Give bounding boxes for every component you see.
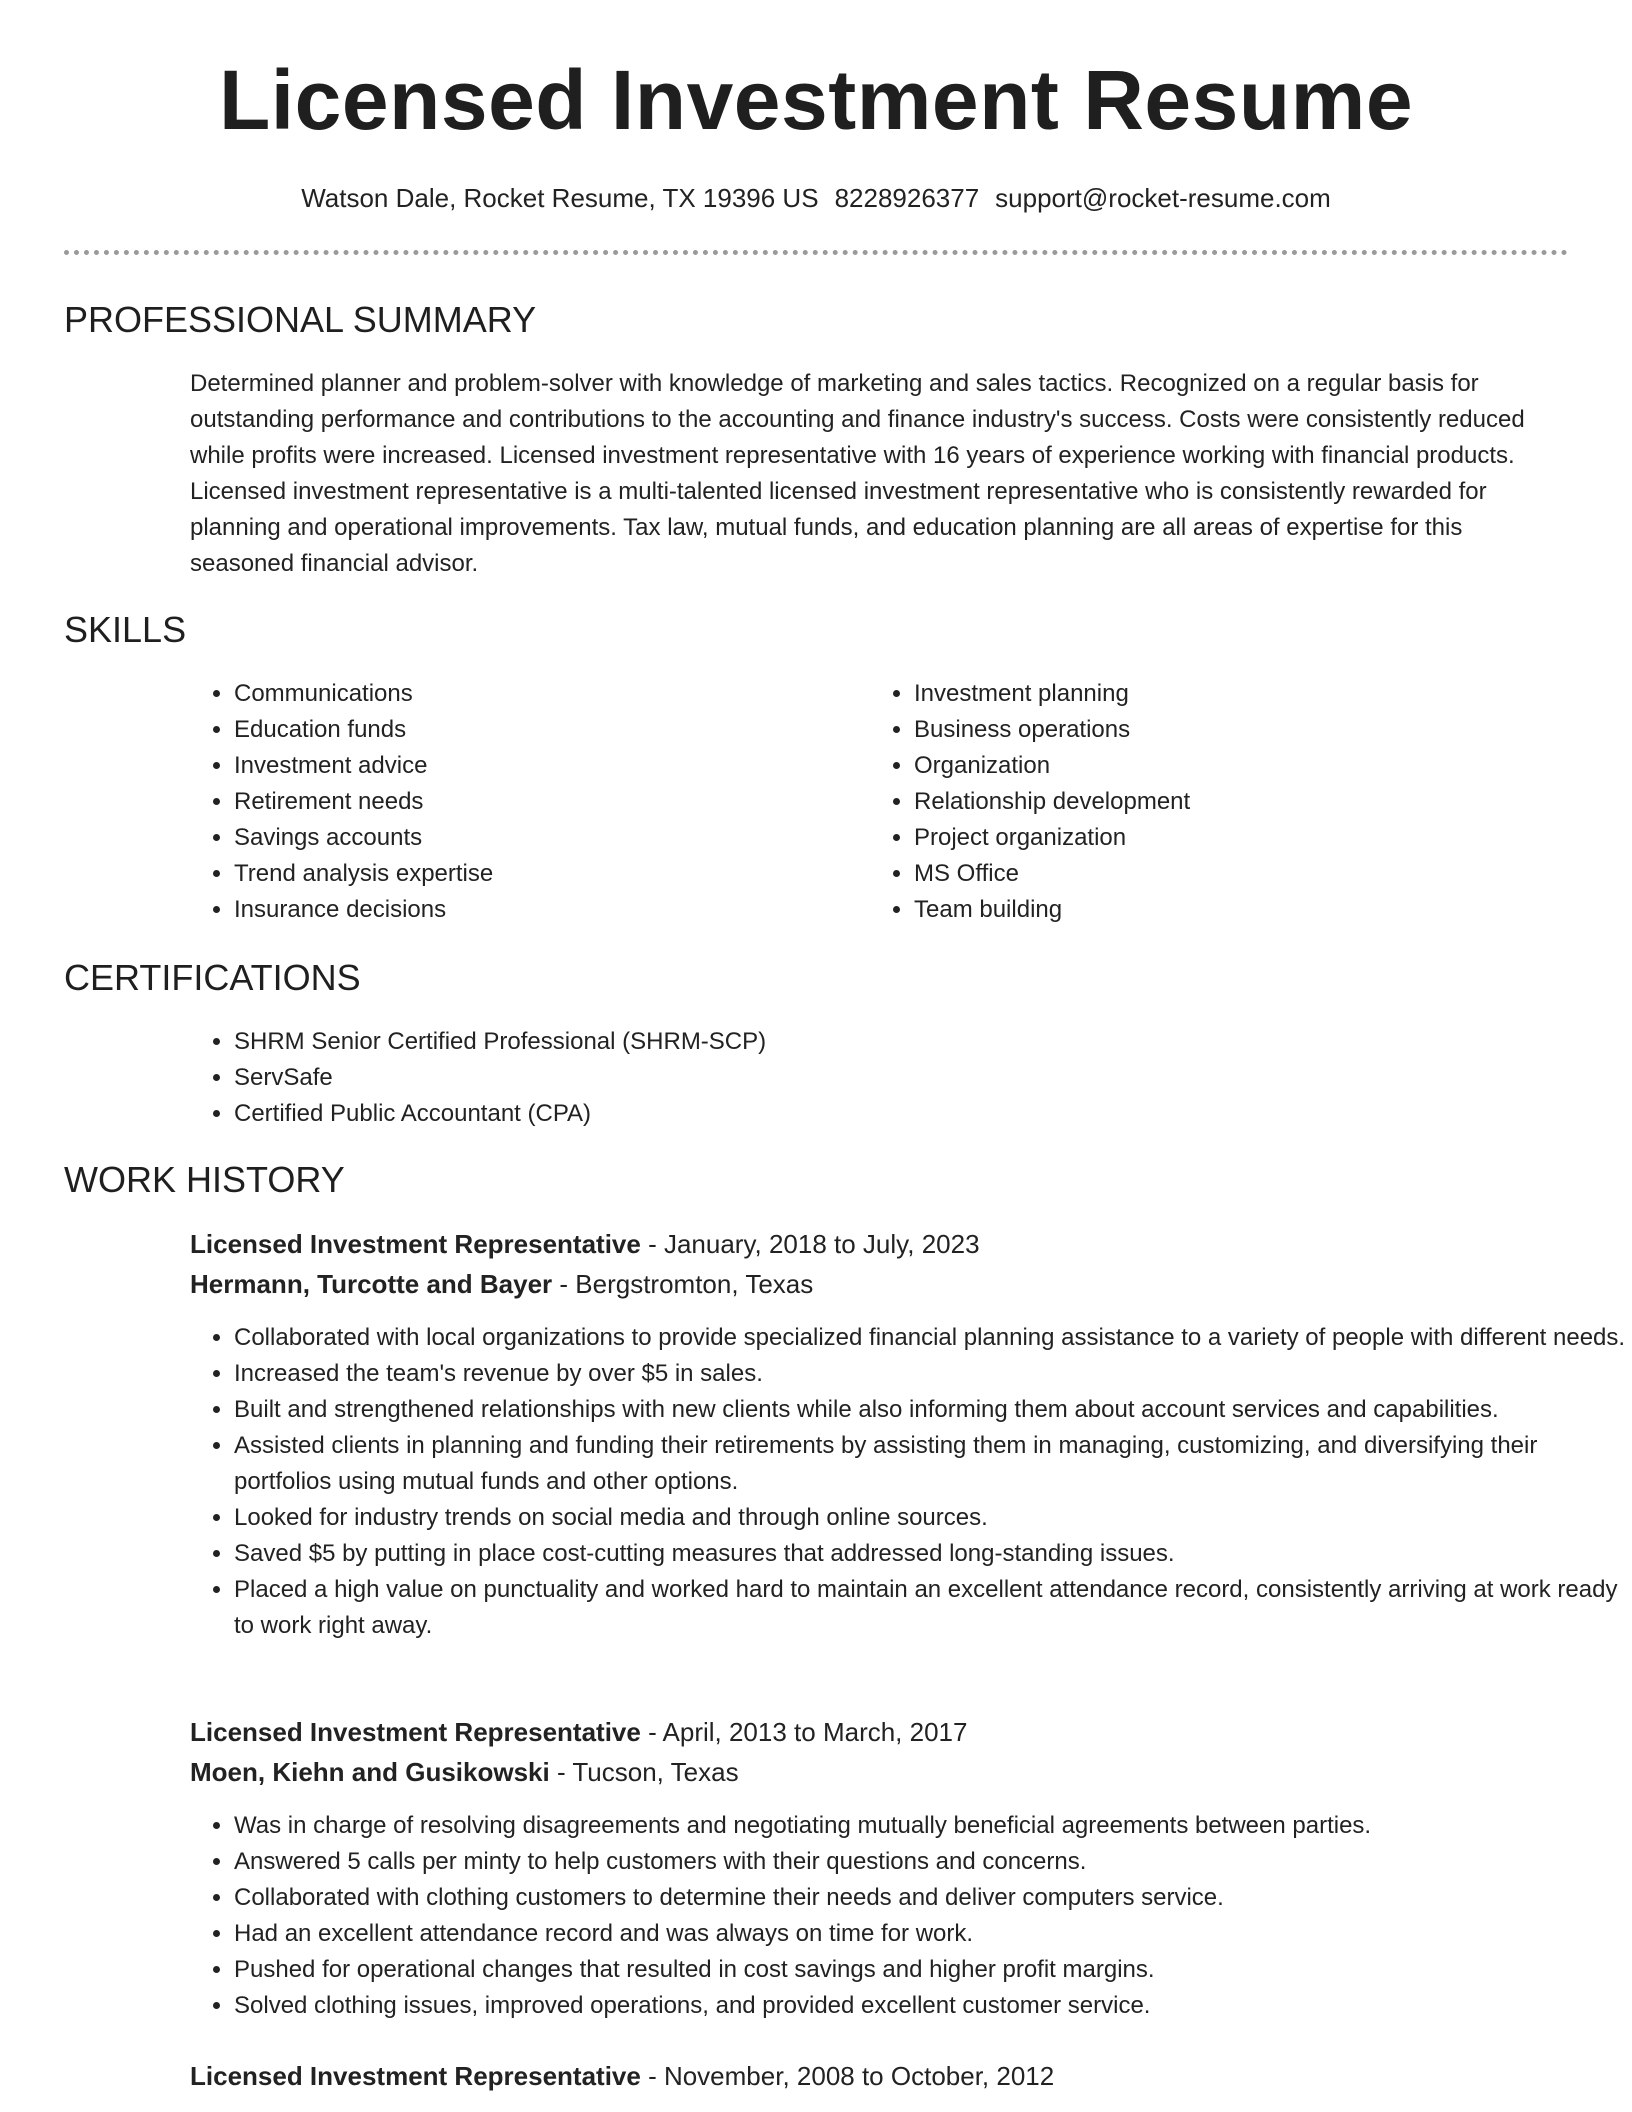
skill-item: • Savings accounts (234, 820, 854, 856)
certification-item: • Certified Public Accountant (CPA) (234, 1096, 1534, 1132)
job-bullet: • Collaborated with local organizations to provide specialized financial planning assistance to a variety of people with different needs. (234, 1320, 1632, 1356)
job-bullet: • Placed a high value on punctuality and worked hard to maintain an excellent attendance record, consistently arriving at work ready to work right away. (234, 1572, 1632, 1644)
resume-title: Licensed Investment Resume (218, 53, 1414, 147)
job-company: Moen, Kiehn and Gusikowski (190, 1757, 550, 1787)
job-bullet: • Was in charge of resolving disagreements and negotiating mutually beneficial agreements between parties. (234, 1808, 1632, 1844)
job-title-line (190, 1714, 967, 1750)
job-bullet: • Answered 5 calls per minty to help customers with their questions and concerns. (234, 1844, 1632, 1880)
job-company-line (190, 1266, 813, 1302)
job-bullet: • Collaborated with clothing customers to determine their needs and deliver computers service. (234, 1880, 1632, 1916)
skill-item: • Trend analysis expertise (234, 856, 854, 892)
job-company: Hermann, Turcotte and Bayer (190, 1269, 553, 1299)
job-bullet: • Looked for industry trends on social media and through online sources. (234, 1500, 1632, 1536)
certifications-list (190, 1024, 1534, 1132)
skill-item: • Relationship development (914, 784, 1534, 820)
summary-heading: PROFESSIONAL SUMMARY (64, 299, 537, 340)
job-company-line (190, 1754, 739, 1790)
header-divider (64, 250, 1568, 255)
skill-item: • Business operations (914, 712, 1534, 748)
skill-item: • Project organization (914, 820, 1534, 856)
contact-address: Watson Dale, Rocket Resume, TX 19396 US (301, 183, 819, 213)
skill-item: • Investment advice (234, 748, 854, 784)
skill-item: • MS Office (914, 856, 1534, 892)
skill-item: • Communications (234, 676, 854, 712)
job-dates: - January, 2018 to July, 2023 (640, 1229, 980, 1259)
skill-item: • Investment planning (914, 676, 1534, 712)
job-bullet: • Pushed for operational changes that resulted in cost savings and higher profit margins. (234, 1952, 1632, 1988)
work-history-heading: WORK HISTORY (64, 1159, 345, 1200)
contact-line (0, 182, 1632, 214)
skill-item: • Retirement needs (234, 784, 854, 820)
skill-item: • Insurance decisions (234, 892, 854, 928)
job-bullet: • Had an excellent attendance record and was always on time for work. (234, 1916, 1632, 1952)
job-bullet: • Solved clothing issues, improved operations, and provided excellent customer service. (234, 1988, 1632, 2024)
job-bullets (190, 1320, 1632, 1644)
certification-item: • ServSafe (234, 1060, 1534, 1096)
job-dates: - November, 2008 to October, 2012 (640, 2061, 1055, 2091)
job-bullet: • Built and strengthened relationships with new clients while also informing them about account services and capabilities. (234, 1392, 1632, 1428)
job-title: Licensed Investment Representative (190, 1229, 641, 1259)
skill-item: • Organization (914, 748, 1534, 784)
certifications-heading: CERTIFICATIONS (64, 957, 361, 998)
job-bullets (190, 1808, 1632, 2024)
job-location: - Bergstromton, Texas (552, 1269, 814, 1299)
skill-item: • Education funds (234, 712, 854, 748)
contact-email: support@rocket-resume.com (995, 183, 1331, 213)
job-bullet: • Saved $5 by putting in place cost-cutting measures that addressed long-standing issues. (234, 1536, 1632, 1572)
skills-list-left (190, 676, 854, 928)
job-dates: - April, 2013 to March, 2017 (640, 1717, 968, 1747)
skills-heading: SKILLS (64, 609, 187, 650)
certification-item: • SHRM Senior Certified Professional (SHRM-SCP) (234, 1024, 1534, 1060)
job-title-line (190, 1226, 980, 1262)
skill-item: • Team building (914, 892, 1534, 928)
job-location: - Tucson, Texas (549, 1757, 739, 1787)
job-bullet: • Increased the team's revenue by over $5 in sales. (234, 1356, 1632, 1392)
job-title: Licensed Investment Representative (190, 2061, 641, 2091)
summary-text: Determined planner and problem-solver with knowledge of marketing and sales tactics. Recognized on a regular basis for outstanding performance and contributions to the accounting and finance industry's success. Costs were consistently reduced while profits were increased. Licensed investment representative with 16 years of experience working with financial products. Licensed investment representative is a multi-talented licensed investment representative who is consistently rewarded for planning and operational improvements. Tax law, mutual funds, and education planning are all areas of expertise for this seasoned financial advisor. (190, 370, 1525, 577)
job-bullet: • Assisted clients in planning and funding their retirements by assisting them in managing, customizing, and diversifying their portfolios using mutual funds and other options. (234, 1428, 1632, 1500)
job-title: Licensed Investment Representative (190, 1717, 641, 1747)
job-title-line (190, 2058, 1054, 2094)
skills-list-right (870, 676, 1534, 928)
contact-phone: 8228926377 (834, 183, 980, 213)
